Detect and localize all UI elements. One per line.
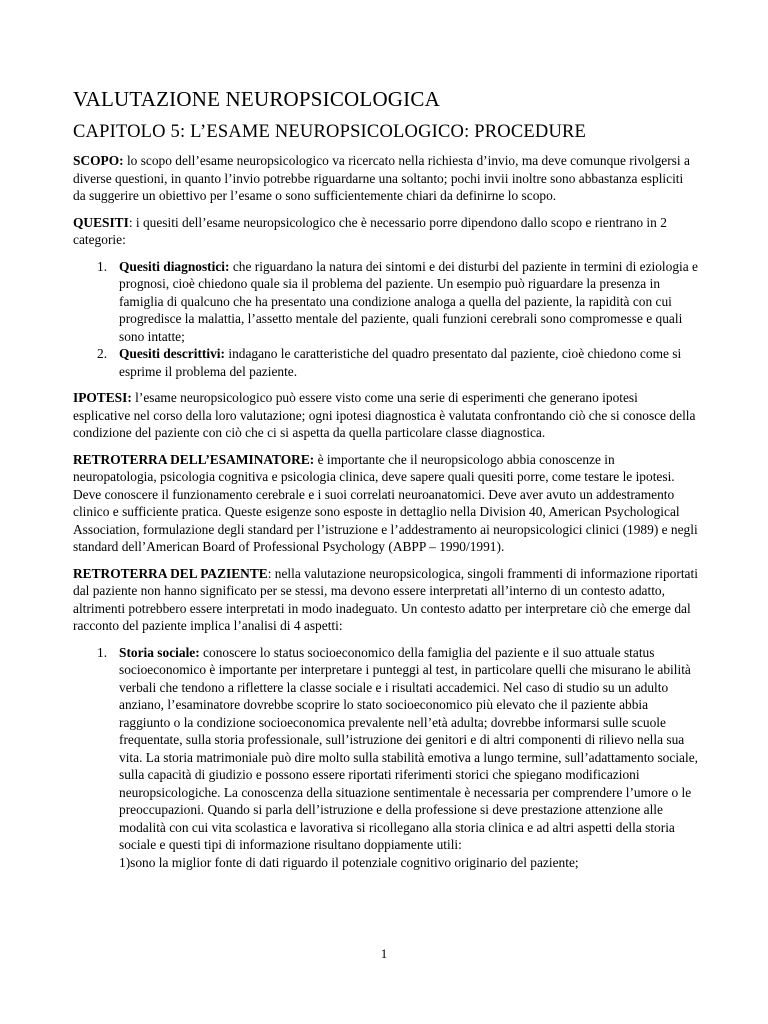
list-item-text: indagano le caratteristiche del quadro presentato dal paziente, cioè chiedono come si esprime il problema del paziente. [119, 346, 682, 379]
quesiti-list [73, 258, 698, 381]
ipotesi-label: IPOTESI: [73, 390, 132, 405]
list-item [73, 345, 698, 380]
paziente-list [73, 644, 698, 872]
list-number: 1. [97, 258, 108, 274]
quesiti-text: : i quesiti dell’esame neuropsicologico che è necessario porre dipendono dallo scopo e rientrano in 2 categorie: [73, 214, 667, 247]
list-item-text: conoscere lo status socioeconomico della famiglia del paziente e il suo attuale status socioeconomico è importante per interpretare i punteggi al test, in particolare quelli che misurano le abilità verbali che tendono a riflettere la classe sociale e i risultati accademici. Nel caso di studio su un adulto anziano, l’esaminatore dovrebbe scoprire lo stato socioeconomico più elevato che il paziente abbia raggiunto o la condizione socioeconomica prevalente nell’età adulta; dovrebbe informarsi sulle scuole frequentate, sulla storia professionale, sull’istruzione dei genitori e di altri componenti di rilievo nella sua vita. La storia matrimoniale può dire molto sulla stabilità emotiva a lungo termine, sull’adattamento sociale, sulla capacità di giudizio e possono essere riportati riferimenti storici che spiegano modificazioni neuropsicologiche. La conoscenza della situazione sentimentale è necessaria per comprendere l’umore o le preoccupazioni. Quando si parla dell’istruzione e della professione si deve prestazione attenzione alle modalità con cui vita scolastica e lavorativa si ricollegano alla storia clinica e ad altri aspetti della storia sociale e questi tipi di informazione risultano doppiamente utili: [119, 644, 698, 852]
list-item-label: Storia sociale: [119, 644, 200, 660]
list-item [73, 644, 698, 872]
quesiti-paragraph [73, 214, 698, 249]
ipotesi-paragraph [73, 389, 698, 442]
list-item-label: Quesiti diagnostici: [119, 258, 230, 274]
list-number: 2. [97, 346, 108, 361]
paziente-label: RETROTERRA DEL PAZIENTE [73, 565, 268, 581]
ipotesi-text: l’esame neuropsicologico può essere visto come una serie di esperimenti che generano ipotesi esplicative nel corso della loro valutazione; ogni ipotesi diagnostica è valutata confrontando ciò che si conosce della condizione del paziente con ciò che ci si aspetta da quella particolare classe diagnostica. [73, 390, 696, 440]
list-number: 1. [97, 644, 108, 660]
esaminatore-text: è importante che il neuropsicologo abbia conoscenze in neuropatologia, psicologia cognitiva e psicologia clinica, deve sapere quali quesiti porre, come testare le ipotesi. Deve conoscere il funzionamento cerebrale e i suoi correlati neuroanatomici. Deve aver avuto un addestramento clinico e sufficiente pratica. Queste esigenze sono esposte in dettaglio nella Division 40, American Psychological Association, formulazione degli standard per l’istruzione e l’addestramento ai neuropsicologici clinici (1989) e negli standard dell’American Board of Professional Psychology (ABPP – 1990/1991). [73, 451, 698, 554]
paziente-text: : nella valutazione neuropsicologica, singoli frammenti di informazione riportati dal paziente non hanno significato per se stessi, ma devono essere interpretati all’interno di un contesto adatto, altrimenti potrebbero essere interpretati in modo inadeguato. Un contesto adatto per interpretare ciò che emerge dal racconto del paziente implica l’analisi di 4 aspetti: [73, 565, 698, 633]
sub-point: 1)sono la miglior fonte di dati riguardo il potenziale cognitivo originario del paziente; [119, 854, 579, 870]
page-number: 1 [380, 946, 388, 961]
scopo-text: lo scopo dell’esame neuropsicologico va ricercato nella richiesta d’invio, ma deve comunque rivolgersi a diverse questioni, in quanto l’invio potrebbe riguardarne una soltanto; pochi invii inoltre sono abbastanza espliciti da suggerire un obiettivo per l’esame o sono sufficientemente chiari da definirne lo scopo. [73, 153, 690, 203]
scopo-label: SCOPO: [73, 153, 124, 168]
document-title: VALUTAZIONE NEUROPSICOLOGICA [73, 87, 440, 111]
scopo-paragraph [73, 152, 698, 205]
list-item-text: che riguardano la natura dei sintomi e dei disturbi del paziente in termini di eziologia e prognosi, cioè chiedono quale sia il problema del paziente. Un esempio può riguardare la presenza in famiglia di qualcuno che ha presentato una condizione analoga a quella del paziente, la rapidità con cui progredisce la malattia, l’assetto mentale del paziente, quali funzioni cerebrali sono compromesse e quali sono intatte; [119, 258, 698, 344]
list-item-label: Quesiti descrittivi: [119, 346, 225, 361]
quesiti-label: QUESITI [73, 214, 129, 230]
esaminatore-paragraph [73, 451, 698, 556]
document-page [73, 86, 698, 880]
list-item [73, 258, 698, 346]
paziente-paragraph [73, 565, 698, 635]
esaminatore-label: RETROTERRA DELL’ESAMINATORE: [73, 451, 315, 467]
chapter-heading: CAPITOLO 5: L’ESAME NEUROPSICOLOGICO: PROCEDURE [73, 122, 587, 142]
